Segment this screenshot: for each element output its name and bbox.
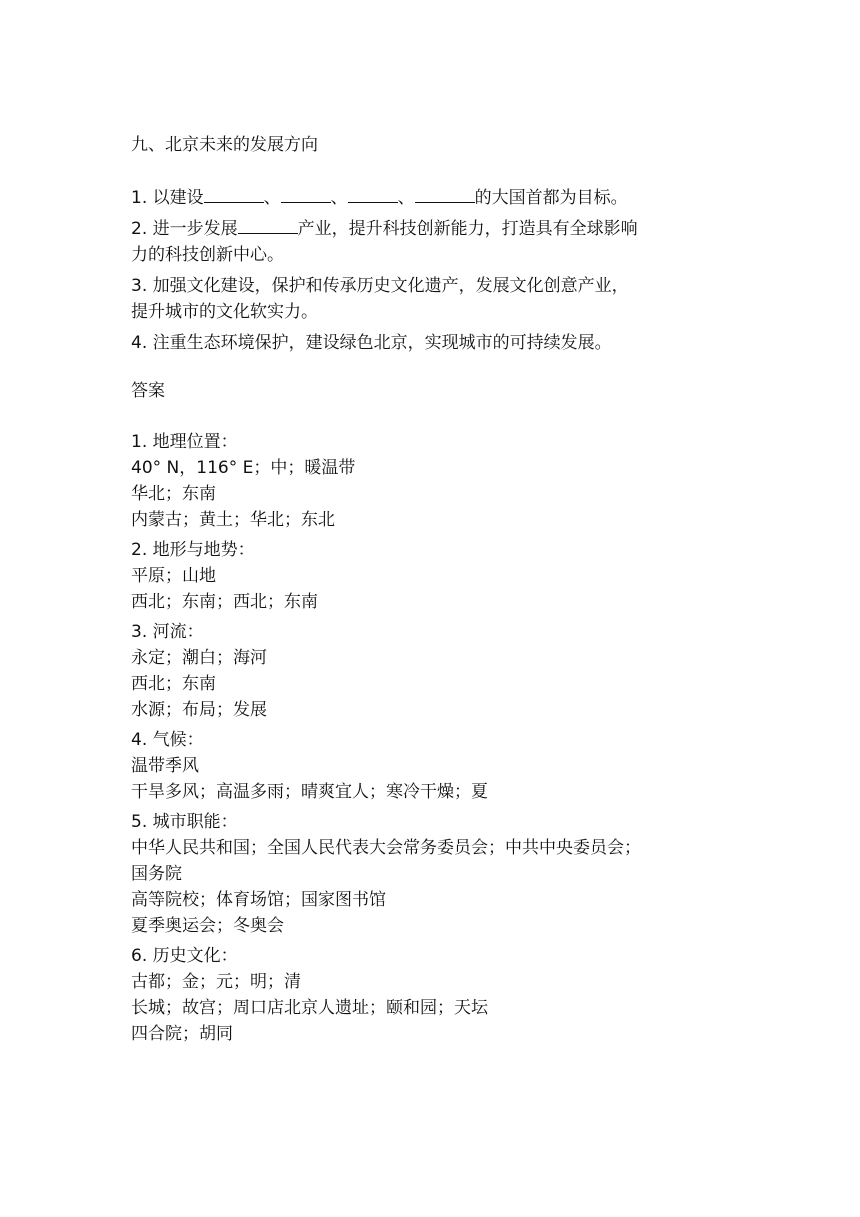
item-1-separator: 、 (397, 188, 415, 208)
answer-section-heading: 1. 地理位置： (131, 432, 238, 452)
answer-line: 永定；潮白；海河 (131, 648, 267, 668)
answer-section (131, 727, 731, 805)
answer-section (131, 429, 731, 533)
answer-line: 夏季奥运会；冬奥会 (131, 916, 284, 936)
item-3-line-1: 3. 加强文化建设，保护和传承历史文化遗产，发展文化创意产业， (131, 276, 629, 296)
item-1-separator: 、 (263, 188, 281, 208)
answer-section (131, 619, 731, 723)
answer-section (131, 943, 731, 1047)
item-1-suffix: 的大国首都为目标。 (474, 188, 628, 208)
answer-line: 40° N，116° E；中；暖温带 (131, 458, 356, 478)
section-heading: 九、北京未来的发展方向 (131, 135, 318, 155)
fill-blank-5 (238, 216, 298, 234)
answers-title: 答案 (131, 381, 165, 401)
question-item-1 (131, 185, 731, 211)
answer-section (131, 809, 731, 939)
fill-blank-4 (415, 185, 475, 203)
fill-blank-3 (348, 185, 398, 203)
answer-line: 高等院校；体育场馆；国家图书馆 (131, 890, 386, 910)
item-2-suffix: 产业，提升科技创新能力，打造具有全球影响 (297, 219, 638, 239)
answer-line: 国务院 (131, 864, 182, 884)
item-2-line-1 (131, 216, 731, 242)
answer-line: 西北；东南；西北；东南 (131, 592, 318, 612)
question-item-3 (131, 273, 731, 325)
answer-section-heading: 5. 城市职能： (131, 812, 238, 832)
answer-line: 古都；金；元；明；清 (131, 972, 301, 992)
fill-blank-2 (281, 185, 331, 203)
question-item-2 (131, 216, 731, 268)
item-1-separator: 、 (330, 188, 348, 208)
document-body (131, 132, 731, 1047)
question-item-4: 4. 注重生态环境保护，建设绿色北京，实现城市的可持续发展。 (131, 333, 612, 353)
answer-line: 水源；布局；发展 (131, 700, 267, 720)
answer-line: 华北；东南 (131, 484, 216, 504)
answer-line: 内蒙古；黄土；华北；东北 (131, 510, 335, 530)
answer-section-heading: 4. 气候： (131, 730, 204, 750)
item-2-line-2: 力的科技创新中心。 (131, 245, 284, 265)
answer-list (131, 429, 731, 1047)
answer-line: 平原；山地 (131, 566, 216, 586)
answer-line: 长城；故宫；周口店北京人遗址；颐和园；天坛 (131, 998, 488, 1018)
item-2-prefix: 2. 进一步发展 (131, 219, 238, 239)
answer-line: 中华人民共和国；全国人民代表大会常务委员会；中共中央委员会； (131, 838, 641, 858)
answer-section-heading: 6. 历史文化： (131, 946, 238, 966)
answer-section-heading: 2. 地形与地势： (131, 540, 255, 560)
answer-line: 温带季风 (131, 756, 199, 776)
answer-line: 西北；东南 (131, 674, 216, 694)
answer-line: 四合院；胡同 (131, 1024, 233, 1044)
item-1-prefix: 1. 以建设 (131, 188, 204, 208)
item-3-line-2: 提升城市的文化软实力。 (131, 302, 318, 322)
fill-blank-1 (204, 185, 264, 203)
answer-line: 干旱多风；高温多雨；晴爽宜人；寒冷干燥；夏 (131, 782, 488, 802)
answer-section-heading: 3. 河流： (131, 622, 204, 642)
answer-section (131, 537, 731, 615)
